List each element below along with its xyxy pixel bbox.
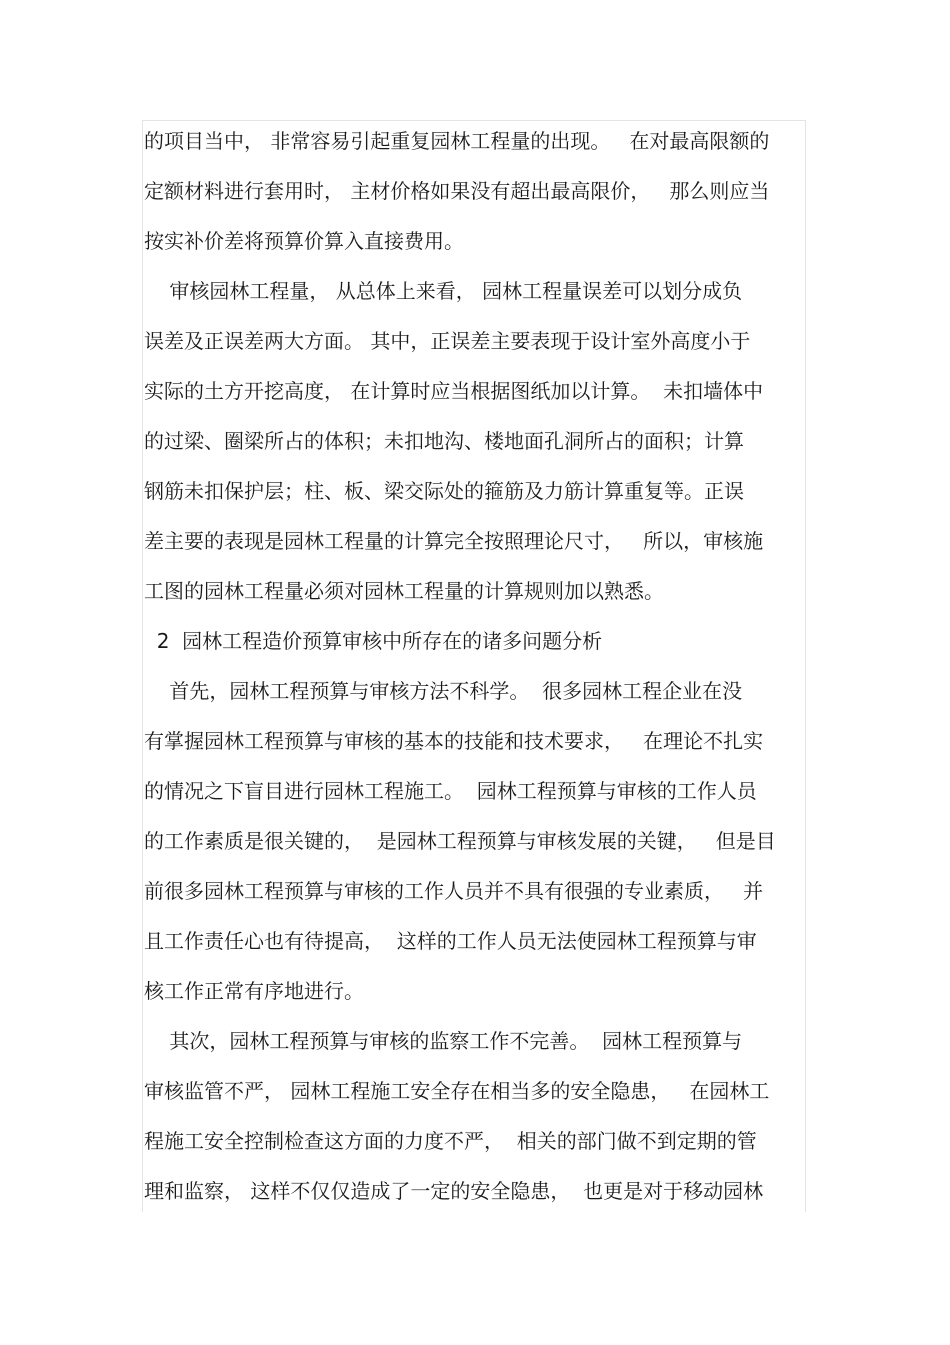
text-line: 审核园林工程量， 从总体上来看， 园林工程量误差可以划分成负 — [144, 279, 743, 303]
section-heading: 2 园林工程造价预算审核中所存在的诸多问题分析 — [144, 629, 603, 653]
text-line: 审核监管不严， 园林工程施工安全存在相当多的安全隐患， 在园林工 — [144, 1079, 770, 1103]
text-line: 其次，园林工程预算与审核的监察工作不完善。 园林工程预算与 — [144, 1029, 743, 1053]
text-line: 理和监察， 这样不仅仅造成了一定的安全隐患， 也更是对于移动园林 — [144, 1179, 764, 1203]
text-line: 且工作责任心也有待提高， 这样的工作人员无法使园林工程预算与审 — [144, 929, 757, 953]
text-line: 误差及正误差两大方面。 其中，正误差主要表现于设计室外高度小于 — [144, 329, 751, 353]
text-line: 的工作素质是很关键的， 是园林工程预算与审核发展的关键， 但是目 — [144, 829, 776, 853]
text-line: 钢筋未扣保护层；柱、板、梁交际处的箍筋及力筋计算重复等。正误 — [144, 479, 744, 503]
text-line: 工图的园林工程量必须对园林工程量的计算规则加以熟悉。 — [144, 579, 664, 603]
text-line: 前很多园林工程预算与审核的工作人员并不具有很强的专业素质， 并 — [144, 879, 764, 903]
text-line: 定额材料进行套用时， 主材价格如果没有超出最高限价， 那么则应当 — [144, 179, 770, 203]
text-line: 有掌握园林工程预算与审核的基本的技能和技术要求， 在理论不扎实 — [144, 729, 764, 753]
text-line: 按实补价差将预算价算入直接费用。 — [144, 229, 464, 253]
text-line: 的情况之下盲目进行园林工程施工。 园林工程预算与审核的工作人员 — [144, 779, 757, 803]
text-line: 实际的土方开挖高度， 在计算时应当根据图纸加以计算。 未扣墙体中 — [144, 379, 764, 403]
text-line: 程施工安全控制检查这方面的力度不严， 相关的部门做不到定期的管 — [144, 1129, 757, 1153]
text-line: 的过梁、圈梁所占的体积；未扣地沟、楼地面孔洞所占的面积；计算 — [144, 429, 744, 453]
text-line: 的项目当中， 非常容易引起重复园林工程量的出现。 在对最高限额的 — [144, 129, 770, 153]
text-line: 核工作正常有序地进行。 — [144, 979, 364, 1003]
text-line: 首先，园林工程预算与审核方法不科学。 很多园林工程企业在没 — [144, 679, 743, 703]
text-line: 差主要的表现是园林工程量的计算完全按照理论尺寸， 所以，审核施 — [144, 529, 764, 553]
